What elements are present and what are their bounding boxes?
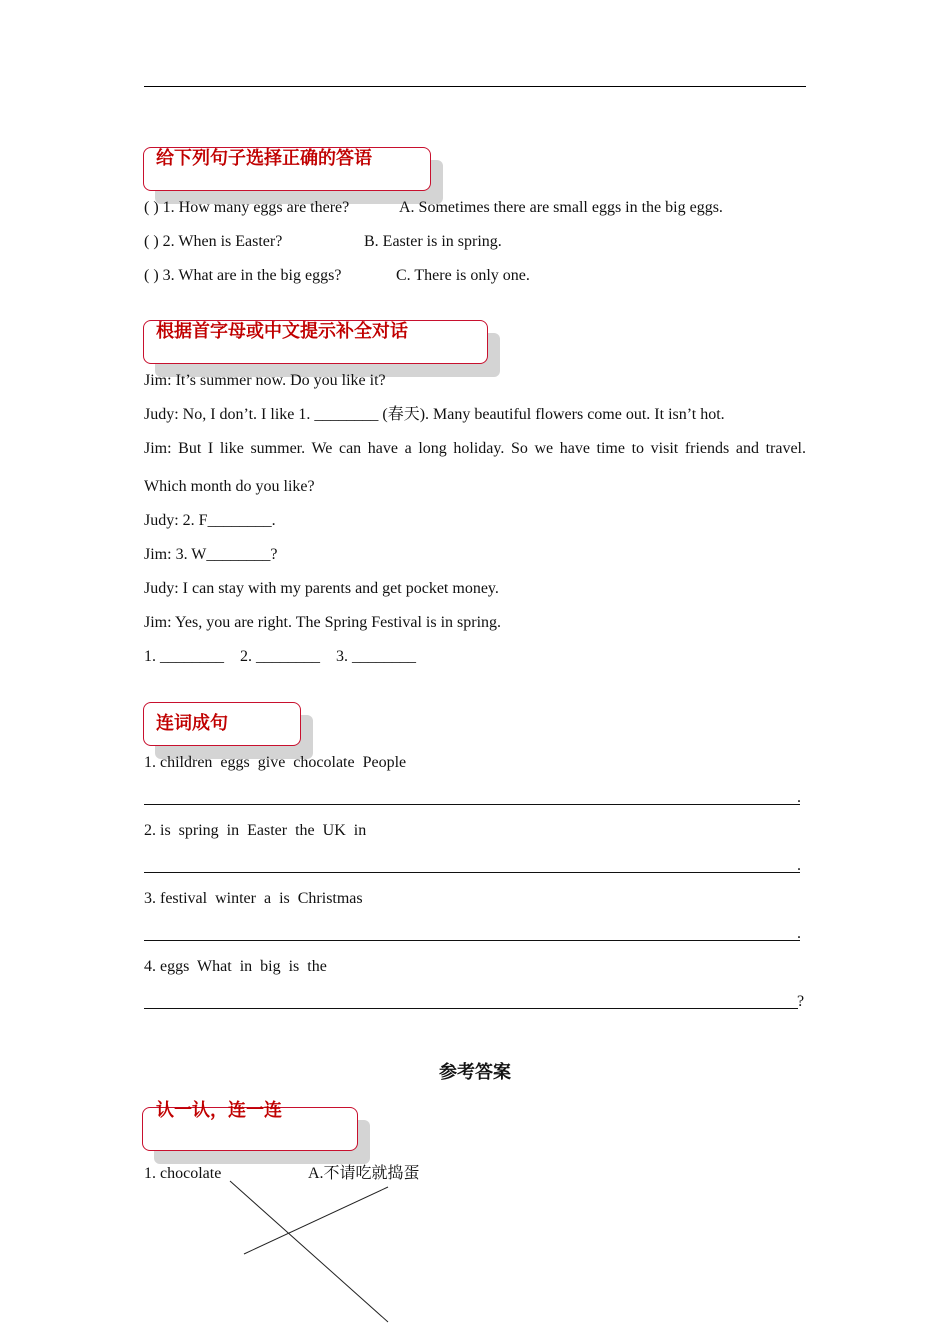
match-left-item: 1. chocolate xyxy=(144,1165,222,1182)
section-title: 认一认，连一连 xyxy=(156,1100,282,1121)
dialog-line: Jim: Yes, you are right. The Spring Festival is in spring. xyxy=(144,614,502,631)
dialog-line: Jim: But I like summer. We can have a long holiday. So we have time to visit friends and travel. xyxy=(144,440,806,457)
sentence-end: ? xyxy=(797,993,805,1010)
question-line: ( ) 3. What are in the big eggs? xyxy=(144,267,342,284)
match-line xyxy=(244,1187,388,1254)
answer-key-heading: 参考答案 xyxy=(439,1062,511,1082)
dialog-line: Which month do you like? xyxy=(144,478,315,495)
word-list: 1. children eggs give chocolate People xyxy=(144,754,407,771)
question-line: ( ) 2. When is Easter? xyxy=(144,233,283,250)
word-list: 2. is spring in Easter the UK in xyxy=(144,822,367,839)
sentence-end: . xyxy=(797,789,801,806)
dialog-line: Jim: It’s summer now. Do you like it? xyxy=(144,372,386,389)
answer-option: C. There is only one. xyxy=(396,267,530,284)
section-title: 给下列句子选择正确的答语 xyxy=(156,148,372,169)
dialog-line: Jim: 3. W________? xyxy=(144,546,278,563)
word-list: 3. festival winter a is Christmas xyxy=(144,890,363,907)
answer-blanks: 1. ________ 2. ________ 3. ________ xyxy=(144,648,416,665)
sentence-end: . xyxy=(797,857,801,874)
question-line: ( ) 1. How many eggs are there? xyxy=(144,199,350,216)
dialog-line: Judy: No, I don’t. I like 1. ________ (春天). Many beautiful flowers come out. It isn’t hot. xyxy=(144,406,725,423)
dialog-line: Judy: I can stay with my parents and get pocket money. xyxy=(144,580,499,597)
answer-option: A. Sometimes there are small eggs in the big eggs. xyxy=(399,199,723,216)
match-line xyxy=(230,1181,388,1322)
word-list: 4. eggs What in big is the xyxy=(144,958,327,975)
dialog-line: Judy: 2. F________. xyxy=(144,512,276,529)
answer-option: B. Easter is in spring. xyxy=(364,233,502,250)
section-title: 连词成句 xyxy=(156,713,228,734)
section-title: 根据首字母或中文提示补全对话 xyxy=(156,321,408,342)
sentence-end: . xyxy=(797,925,801,942)
match-right-item: A.不请吃就捣蛋 xyxy=(308,1165,420,1182)
